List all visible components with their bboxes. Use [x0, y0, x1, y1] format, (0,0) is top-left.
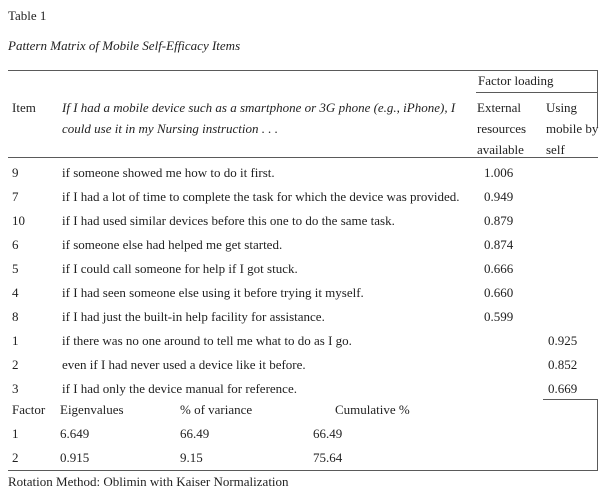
summary-pct-variance: 66.49: [180, 426, 210, 441]
table-row: [0, 281, 604, 305]
table-row: [0, 161, 604, 185]
summary-factor-number: 2: [12, 450, 19, 465]
table-row: [0, 257, 604, 281]
factor1-value: 1.006: [484, 165, 514, 180]
summary-header-cumulative: Cumulative %: [335, 402, 410, 417]
item-number: 9: [12, 165, 19, 180]
item-text: even if I had never used a device like it before.: [62, 357, 306, 372]
item-text: if I could call someone for help if I got stuck.: [62, 261, 298, 276]
summary-header-eigenvalues: Eigenvalues: [60, 402, 124, 417]
table-row: [0, 305, 604, 329]
summary-factor-number: 1: [12, 426, 19, 441]
item-number: 3: [12, 381, 19, 396]
summary-cumulative-pct: 66.49: [313, 426, 343, 441]
factor1-value: 0.874: [484, 237, 514, 252]
summary-row: [0, 422, 604, 446]
item-text: if someone else had helped me get started.: [62, 237, 283, 252]
table-bottom-rule: [8, 470, 598, 471]
item-text: if I had used similar devices before this one to do the same task.: [62, 213, 395, 228]
summary-pct-variance: 9.15: [180, 450, 203, 465]
item-text: if I had a lot of time to complete the task for which the device was provided.: [62, 189, 460, 204]
table-row: [0, 329, 604, 353]
item-number: 5: [12, 261, 19, 276]
factor1-value: 0.666: [484, 261, 514, 276]
table-row: [0, 185, 604, 209]
item-text: if I had just the built-in help facility for assistance.: [62, 309, 325, 324]
item-number: 10: [12, 213, 25, 228]
col-header-item: Item: [12, 100, 36, 115]
table-row: [0, 233, 604, 257]
item-number: 6: [12, 237, 19, 252]
item-text: if I had only the device manual for reference.: [62, 381, 297, 396]
table-row: [0, 353, 604, 377]
item-number: 4: [12, 285, 19, 300]
summary-header-pct-variance: % of variance: [180, 402, 253, 417]
item-text: if there was no one around to tell me what to do as I go.: [62, 333, 352, 348]
table-label: Table 1: [8, 8, 47, 23]
factor2-value: 0.669: [548, 381, 578, 396]
col-header-factor1: External resources available: [477, 100, 527, 157]
item-text: if I had seen someone else using it before trying it myself.: [62, 285, 364, 300]
summary-eigenvalue: 0.915: [60, 450, 90, 465]
item-text: if someone showed me how to do it first.: [62, 165, 275, 180]
factor-loading-label: Factor loading: [478, 73, 554, 88]
table-footnote: Rotation Method: Oblimin with Kaiser Normalization: [8, 474, 289, 489]
item-number: 7: [12, 189, 19, 204]
factor-loading-spanner: [476, 71, 598, 93]
summary-row: [0, 446, 604, 470]
table-row: [0, 209, 604, 233]
factor2-value: 0.925: [548, 333, 578, 348]
summary-header-factor: Factor: [12, 402, 46, 417]
factor1-value: 0.879: [484, 213, 514, 228]
col-header-stem: If I had a mobile device such as a smartphone or 3G phone (e.g., iPhone), I could use it in my Nursing instruction . . .: [62, 100, 456, 136]
item-number: 1: [12, 333, 19, 348]
factor2-value: 0.852: [548, 357, 578, 372]
summary-cumulative-pct: 75.64: [313, 450, 343, 465]
factor1-value: 0.949: [484, 189, 514, 204]
factor1-value: 0.660: [484, 285, 514, 300]
summary-eigenvalue: 6.649: [60, 426, 90, 441]
table-title: Pattern Matrix of Mobile Self-Efficacy Items: [8, 38, 241, 53]
factor1-value: 0.599: [484, 309, 514, 324]
summary-header-row: [0, 398, 604, 422]
item-number: 2: [12, 357, 19, 372]
col-header-factor2: Using mobile by self: [546, 100, 599, 157]
item-number: 8: [12, 309, 19, 324]
